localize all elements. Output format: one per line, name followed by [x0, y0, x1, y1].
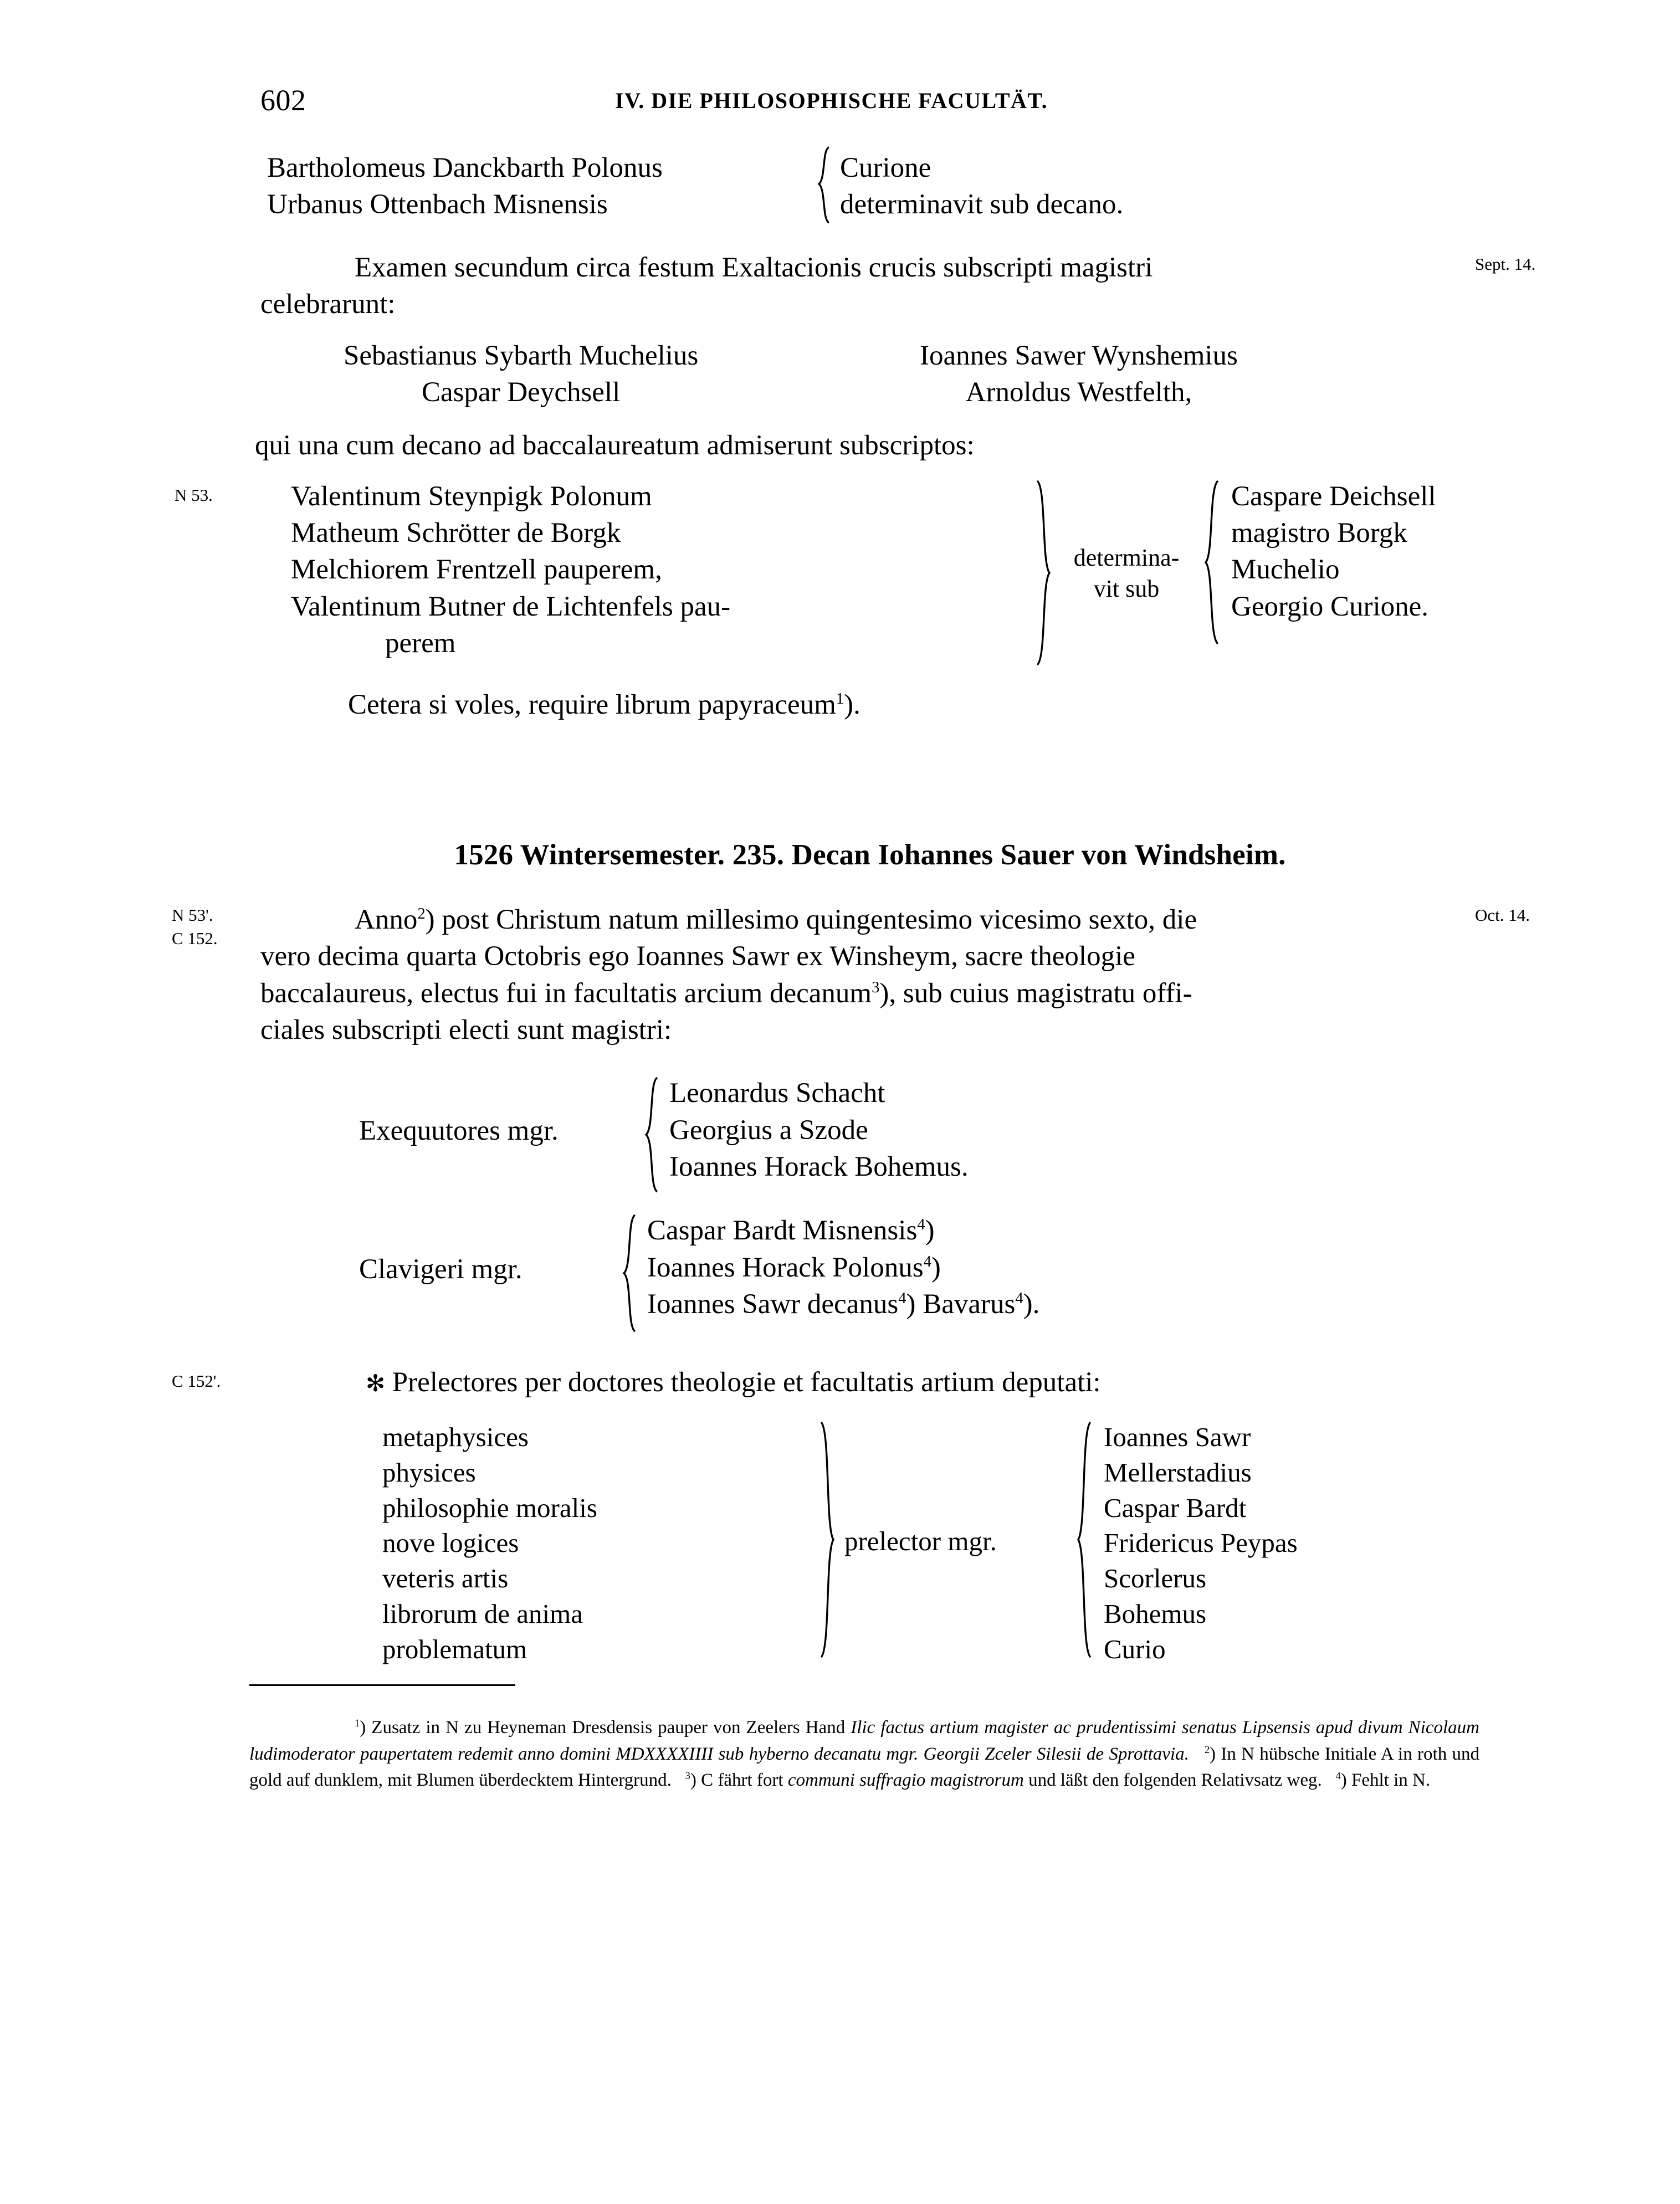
- footnote-3-text-a: ) C fährt fort: [690, 1770, 788, 1791]
- clavigeri-name: Ioannes Horack Polonus: [647, 1252, 924, 1283]
- footnote-marker: 3: [872, 978, 880, 996]
- list-item: Ioannes Sawer Wynshemius: [920, 340, 1238, 371]
- list-item: physices: [382, 1457, 476, 1488]
- footnote-marker: 2: [417, 905, 426, 923]
- baccalaurei-left-brace: [1031, 479, 1053, 667]
- examen-text: Examen secundum circa festum Exaltacionis crucis subscripti magistri: [355, 252, 1153, 283]
- anno-line1-rest: ) post Christum natum millesimo quingentesimo vicesimo sexto, die: [425, 904, 1197, 936]
- list-item: Matheum Schrötter de Borgk: [291, 517, 621, 549]
- clavigeri-tail: ): [925, 1215, 935, 1247]
- anno-line3-b: ), sub cuius magistratu offi-: [879, 977, 1192, 1009]
- footnote-marker: 4: [1335, 1770, 1341, 1782]
- list-item: Ioannes Horack Bohemus.: [669, 1151, 969, 1182]
- clavigeri-tail2: ).: [1023, 1288, 1040, 1320]
- cetera-tail: ).: [844, 689, 861, 720]
- list-item: Muchelio: [1231, 554, 1340, 586]
- list-item: librorum de anima: [382, 1598, 583, 1629]
- clavigeri-name: Caspar Bardt Misnensis: [647, 1215, 918, 1247]
- footnote-marker: 1: [355, 1718, 360, 1729]
- anno-paragraph: [260, 901, 1468, 938]
- list-item: magistro Borgk: [1231, 517, 1407, 549]
- list-item: Ioannes Sawr: [1104, 1422, 1251, 1453]
- list-item: problematum: [382, 1633, 527, 1664]
- exequutores-block: [260, 1075, 1479, 1196]
- top-names-column: [267, 150, 663, 223]
- baccalaurei-block: [175, 478, 1479, 683]
- list-item: nove logices: [382, 1528, 519, 1559]
- footnote-3-italic: communi suffragio magistrorum: [787, 1770, 1024, 1791]
- determinavit-label: [1063, 542, 1190, 605]
- baccalaurei-left-column: [291, 478, 730, 662]
- margin-note-n53prime: N 53'.: [172, 905, 213, 925]
- admission-line: qui una cum decano ad baccalaureatum admiserunt subscriptos:: [255, 429, 975, 461]
- list-item: Valentinum Steynpigk Polonum: [291, 480, 652, 512]
- asterisk-icon: ✻: [366, 1371, 386, 1397]
- prelectores-heading-text: Prelectores per doctores theologie et facultatis artium deputati:: [392, 1367, 1101, 1398]
- list-item: Arnoldus Westfelth,: [965, 376, 1192, 408]
- prelectores-heading-block: [172, 1364, 1479, 1406]
- list-item: Mellerstadius: [1104, 1457, 1252, 1488]
- anno-line4: ciales subscripti electi sunt magistri:: [260, 1014, 672, 1046]
- top-brace: [815, 146, 833, 224]
- cetera-line: [348, 686, 1479, 723]
- page-content: [172, 83, 1536, 1794]
- list-item: Georgius a Szode: [669, 1114, 868, 1146]
- margin-date-sept: Sept. 14.: [1475, 254, 1536, 274]
- anno-line2: vero decima quarta Octobris ego Ioannes Sawr ex Winsheym, sacre theologie: [260, 941, 1135, 972]
- list-item: Urbanus Ottenbach Misnensis: [267, 189, 608, 221]
- anno-line3: [260, 975, 1479, 1012]
- clavigeri-brace: [621, 1213, 641, 1333]
- top-brace-labels: [840, 150, 1123, 223]
- list-item: perem: [385, 628, 456, 659]
- list-item: Melchiorem Frentzell pauperem,: [291, 554, 662, 586]
- footnote-3-text-b: und läßt den folgenden Relativsatz weg.: [1023, 1770, 1322, 1791]
- magistri-right-column: [920, 337, 1238, 411]
- clavigeri-label: Clavigeri mgr.: [359, 1254, 523, 1285]
- margin-note-n53: N 53.: [175, 485, 213, 505]
- prelectores-block: [260, 1419, 1479, 1663]
- examen-continuation: celebrarunt:: [260, 289, 396, 320]
- footnote-2-text: ) In N hübsche Initiale A in roth und gold auf dunklem, mit Blumen überdecktem Hintergrund.: [249, 1744, 1480, 1791]
- baccalaurei-right-column: [1231, 478, 1436, 625]
- exequutores-list: [669, 1075, 969, 1185]
- footnote-1-plain: ) Zusatz in N zu Heyneman Dresdensis pauper von Zeelers Hand: [360, 1718, 851, 1738]
- anno-line3-a: baccalaureus, electus fui in facultatis arcium decanum: [260, 977, 872, 1009]
- clavigeri-tail: ): [931, 1252, 941, 1283]
- list-item: metaphysices: [382, 1422, 529, 1453]
- prelectores-heading: [366, 1364, 1101, 1401]
- footnote-marker: 1: [836, 690, 844, 708]
- prelector-label: prelector mgr.: [844, 1526, 997, 1557]
- footnote-marker: 4: [898, 1289, 906, 1307]
- magistri-left-column: [344, 337, 698, 411]
- list-item: Sebastianus Sybarth Muchelius: [344, 340, 699, 371]
- footnote-rule: [249, 1684, 1479, 1686]
- prelectores-left-brace: [815, 1421, 837, 1659]
- list-item: veteris artis: [382, 1563, 509, 1594]
- list-item: Leonardus Schacht: [669, 1078, 885, 1109]
- list-item: [647, 1249, 1039, 1286]
- list-item: Georgio Curione.: [1231, 591, 1429, 622]
- lecturer-list: [1104, 1419, 1298, 1667]
- exequutores-brace: [643, 1076, 663, 1193]
- footnote-paragraph: [249, 1715, 1479, 1794]
- examen-paragraph-block: [260, 249, 1536, 323]
- list-item: Scorlerus: [1104, 1563, 1207, 1594]
- list-item: Curio: [1104, 1633, 1166, 1664]
- examen-paragraph: [260, 249, 1468, 286]
- clavigeri-tail: ) Bavarus: [906, 1288, 1016, 1320]
- list-item: Caspar Bardt: [1104, 1492, 1247, 1523]
- running-title: IV. DIE PHILOSOPHISCHE FACULTÄT.: [615, 88, 1048, 113]
- footnote-4-text: ) Fehlt in N.: [1340, 1770, 1431, 1791]
- prelectores-right-brace: [1075, 1421, 1097, 1659]
- list-item: Valentinum Butner de Lichtenfels pau-: [291, 591, 731, 622]
- anno-block: [172, 901, 1530, 1048]
- footnote-marker: 4: [917, 1216, 925, 1234]
- list-item: philosophie moralis: [382, 1492, 597, 1523]
- list-item: [647, 1212, 1039, 1249]
- margin-date-oct: Oct. 14.: [1475, 905, 1530, 925]
- margin-note-c152: C 152.: [172, 929, 218, 949]
- footnote-marker: 4: [923, 1253, 931, 1270]
- list-item: Caspar Deychsell: [421, 376, 621, 408]
- exequutores-label: Exequutores mgr.: [359, 1115, 559, 1147]
- clavigeri-list: [647, 1212, 1039, 1323]
- footnote-1-italic: Ilic factus artium magister ac prudentissimi senatus Lipsensis apud divum Nicolaum ludimoderator paupertatem redemit anno domini MDXXXXIIII sub hyberno decanatu mgr. Georgii Zceler Silesii de Sprottavia.: [249, 1718, 1479, 1764]
- running-head: [260, 83, 1479, 133]
- top-name-block: [260, 150, 1479, 223]
- clavigeri-name: Ioannes Sawr decanus: [647, 1288, 899, 1320]
- footnotes-block: [249, 1715, 1479, 1794]
- clavigeri-block: [260, 1212, 1479, 1335]
- footnote-marker: 4: [1015, 1289, 1023, 1307]
- section-heading: 1526 Wintersemester. 235. Decan Iohannes Sauer von Windsheim.: [454, 839, 1286, 872]
- list-item: Fridericus Peypas: [1104, 1528, 1298, 1559]
- list-item: Bartholomeus Danckbarth Polonus: [267, 152, 663, 183]
- baccalaurei-right-brace: [1202, 479, 1225, 645]
- anno-lead: Anno: [355, 904, 418, 936]
- cetera-text: Cetera si voles, require librum papyraceum: [348, 689, 836, 720]
- determinavit-line2: vit sub: [1093, 575, 1160, 603]
- footnote-marker: 2: [1204, 1744, 1210, 1755]
- determinavit-line1: determina-: [1073, 544, 1180, 571]
- folio-number: 602: [260, 84, 306, 117]
- list-item: [647, 1286, 1039, 1323]
- magistri-block: [260, 337, 1479, 415]
- footnote-marker: 3: [685, 1770, 690, 1782]
- margin-note-c152prime: C 152'.: [172, 1371, 221, 1391]
- list-item: Curione: [840, 152, 931, 183]
- list-item: Caspare Deichsell: [1231, 480, 1436, 512]
- subject-list: [382, 1419, 597, 1667]
- list-item: determinavit sub decano.: [840, 189, 1124, 221]
- list-item: Bohemus: [1104, 1598, 1207, 1629]
